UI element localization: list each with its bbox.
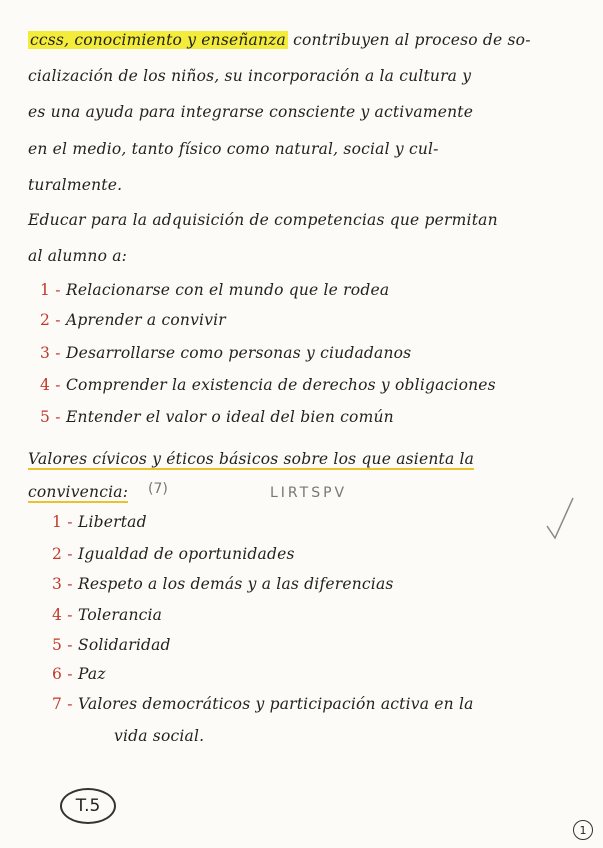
valor-item	[52, 574, 591, 594]
item-number: 3 -	[52, 575, 73, 593]
highlighted-text: ccss, conocimiento y enseñanza	[30, 31, 286, 49]
item-text: Entender el valor o ideal del bien común	[66, 408, 394, 426]
item-number: 4 -	[52, 606, 73, 624]
topic-badge: T.5	[60, 788, 116, 824]
paragraph-line-1-rest: contribuyen al proceso de so-	[287, 31, 531, 49]
competencia-item	[40, 280, 591, 300]
item-text: Paz	[78, 665, 106, 683]
item-number: 3 -	[40, 344, 61, 362]
item-number: 4 -	[40, 376, 61, 394]
page-number: 1	[573, 820, 593, 840]
item-text: Valores democráticos y participación activa en la	[78, 695, 474, 713]
item-text: Respeto a los demás y a las diferencias	[78, 575, 394, 593]
item-number: 7 -	[52, 695, 73, 713]
competencia-item	[40, 310, 591, 330]
valores-count: (7)	[148, 481, 168, 497]
valor-item	[52, 512, 591, 532]
item-text: Aprender a convivir	[66, 311, 226, 329]
item-number: 2 -	[40, 311, 61, 329]
competencia-item	[40, 375, 591, 395]
item-text: Comprender la existencia de derechos y obligaciones	[66, 376, 496, 394]
valores-heading-convivencia: convivencia:	[28, 483, 129, 501]
competencia-item	[40, 343, 591, 363]
item-number: 5 -	[40, 408, 61, 426]
intro-line-1: Educar para la adquisición de competencias que permitan	[28, 211, 498, 229]
valor-item	[52, 544, 591, 564]
item-number: 6 -	[52, 665, 73, 683]
item-text: Tolerancia	[78, 606, 163, 624]
item-text: Solidaridad	[78, 636, 171, 654]
paragraph-line-3: es una ayuda para integrarse consciente y activamente	[28, 103, 474, 121]
valor-item	[52, 605, 591, 625]
item-text: Igualdad de oportunidades	[78, 545, 295, 563]
item-text: Desarrollarse como personas y ciudadanos	[66, 344, 412, 362]
intro-line-2: al alumno a:	[28, 247, 128, 265]
valores-heading-text: Valores cívicos y éticos básicos sobre los que asienta la	[28, 450, 475, 468]
valor-item-continuation: vida social.	[114, 727, 205, 745]
valor-item	[52, 664, 591, 684]
valores-acronym: LIRTSPV	[270, 485, 348, 501]
item-text: Libertad	[78, 513, 147, 531]
check-mark-icon	[545, 496, 575, 542]
paragraph-line-1	[28, 30, 591, 50]
paragraph-line-4: en el medio, tanto físico como natural, social y cul-	[28, 140, 439, 158]
item-number: 1 -	[52, 513, 73, 531]
item-text: Relacionarse con el mundo que le rodea	[66, 281, 390, 299]
valores-heading-line-1	[28, 449, 591, 469]
item-number: 2 -	[52, 545, 73, 563]
valor-item	[52, 694, 591, 714]
item-number: 5 -	[52, 636, 73, 654]
valor-item	[52, 635, 591, 655]
item-number: 1 -	[40, 281, 61, 299]
paragraph-line-5: turalmente.	[28, 176, 123, 194]
paragraph-line-2: cialización de los niños, su incorporación a la cultura y	[28, 67, 472, 85]
competencia-item	[40, 407, 591, 427]
